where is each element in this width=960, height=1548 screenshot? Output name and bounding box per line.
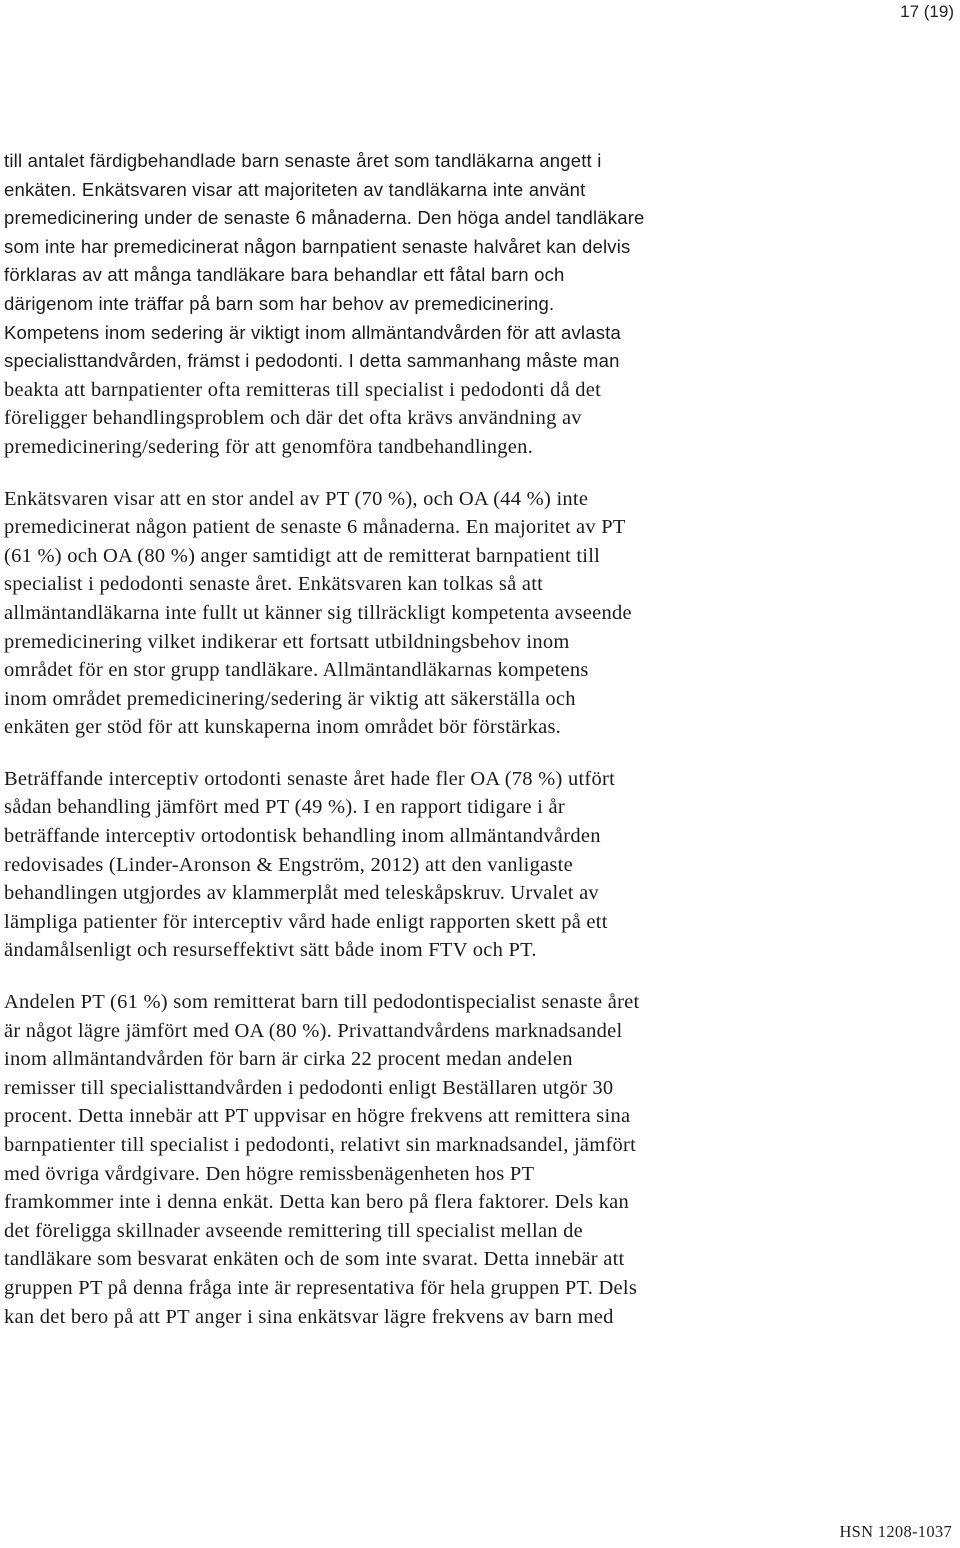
text-line: beakta att barnpatienter ofta remitteras till specialist i pedodonti då det — [4, 378, 602, 401]
text-line: förklaras av att många tandläkare bara behandlar ett fåtal barn och — [4, 264, 565, 286]
text-line: framkommer inte i denna enkät. Detta kan bero på flera faktorer. Dels kan — [4, 1191, 630, 1214]
text-line: (61 %) och OA (80 %) anger samtidigt att de remitterat barnpatient till — [4, 544, 601, 567]
text-line: Beträffande interceptiv ortodonti senaste året hade fler OA (78 %) utfört — [4, 767, 616, 790]
text-line: redovisades (Linder-Aronson & Engström, 2012) att den vanligaste — [4, 853, 573, 876]
paragraph-gap — [4, 965, 954, 988]
text-line: ändamålsenligt och resurseffektivt sätt både inom FTV och PT. — [4, 939, 537, 962]
text-line: premedicinerat någon patient de senaste 6 månaderna. En majoritet av PT — [4, 516, 626, 539]
text-line: premedicinering under de senaste 6 månaderna. Den höga andel tandläkare — [4, 207, 645, 229]
text-line: området för en stor grupp tandläkare. Allmäntandläkarnas kompetens — [4, 659, 589, 682]
text-line: gruppen PT på denna fråga inte är representativa för hela gruppen PT. Dels — [4, 1276, 638, 1299]
text-line: enkäten. Enkätsvaren visar att majoriteten av tandläkarna inte använt — [4, 178, 586, 200]
paragraph-3 — [4, 765, 954, 965]
text-line: det föreligga skillnader avseende remittering till specialist mellan de — [4, 1219, 584, 1242]
text-line: är något lägre jämfört med OA (80 %). Privattandvårdens marknadsandel — [4, 1019, 623, 1042]
document-id: HSN 1208-1037 — [839, 1522, 952, 1541]
text-line: specialist i pedodonti senaste året. Enkätsvaren kan tolkas så att — [4, 573, 544, 596]
text-line: remisser till specialisttandvården i pedodonti enligt Beställaren utgör 30 — [4, 1076, 614, 1099]
page-number: 17 (19) — [900, 2, 954, 21]
text-line: Andelen PT (61 %) som remitterat barn till pedodontispecialist senaste året — [4, 991, 640, 1014]
text-line: med övriga vårdgivare. Den högre remissbenägenheten hos PT — [4, 1162, 535, 1185]
paragraph-4 — [4, 988, 954, 1331]
text-line: inom området premedicinering/sedering är viktig att säkerställa och — [4, 687, 576, 710]
text-line: tandläkare som besvarat enkäten och de som inte svarat. Detta innebär att — [4, 1248, 625, 1271]
paragraph-gap — [4, 462, 954, 485]
text-line: Enkätsvaren visar att en stor andel av PT (70 %), och OA (44 %) inte — [4, 487, 589, 510]
text-line: barnpatienter till specialist i pedodonti, relativt sin marknadsandel, jämfört — [4, 1134, 637, 1156]
text-line: Kompetens inom sedering är viktigt inom allmäntandvården för att avlasta — [4, 321, 621, 343]
text-line: sådan behandling jämfört med PT (49 %). I en rapport tidigare i år — [4, 796, 565, 819]
text-line: allmäntandläkarna inte fullt ut känner sig tillräckligt kompetenta avseende — [4, 601, 632, 624]
text-line: därigenom inte träffar på barn som har behov av premedicinering. — [4, 292, 555, 314]
paragraph-1 — [4, 147, 954, 462]
text-line: till antalet färdigbehandlade barn senaste året som tandläkarna angett i — [4, 150, 602, 171]
text-line: kan det bero på att PT anger i sina enkätsvar lägre frekvens av barn med — [4, 1305, 614, 1328]
text-line: lämpliga patienter för interceptiv vård hade enligt rapporten skett på ett — [4, 910, 608, 933]
text-line: behandlingen utgjordes av klammerplåt med teleskåpskruv. Urvalet av — [4, 882, 599, 905]
text-line: procent. Detta innebär att PT uppvisar en högre frekvens att remittera sina — [4, 1105, 631, 1128]
text-line: specialisttandvården, främst i pedodonti. I detta sammanhang måste man — [4, 350, 620, 372]
paragraph-gap — [4, 742, 954, 765]
body-text — [4, 147, 954, 1331]
text-line: som inte har premedicinerat någon barnpatient senaste halvåret kan delvis — [4, 235, 631, 257]
text-line: premedicinering/sedering för att genomföra tandbehandlingen. — [4, 435, 534, 458]
text-line: enkäten ger stöd för att kunskaperna inom området bör förstärkas. — [4, 716, 562, 739]
text-line: föreligger behandlingsproblem och där det ofta krävs användning av — [4, 407, 582, 430]
text-line: beträffande interceptiv ortodontisk behandling inom allmäntandvården — [4, 825, 601, 848]
paragraph-2 — [4, 485, 954, 742]
text-line: inom allmäntandvården för barn är cirka 22 procent medan andelen — [4, 1048, 573, 1071]
text-line: premedicinering vilket indikerar ett fortsatt utbildningsbehov inom — [4, 630, 570, 653]
